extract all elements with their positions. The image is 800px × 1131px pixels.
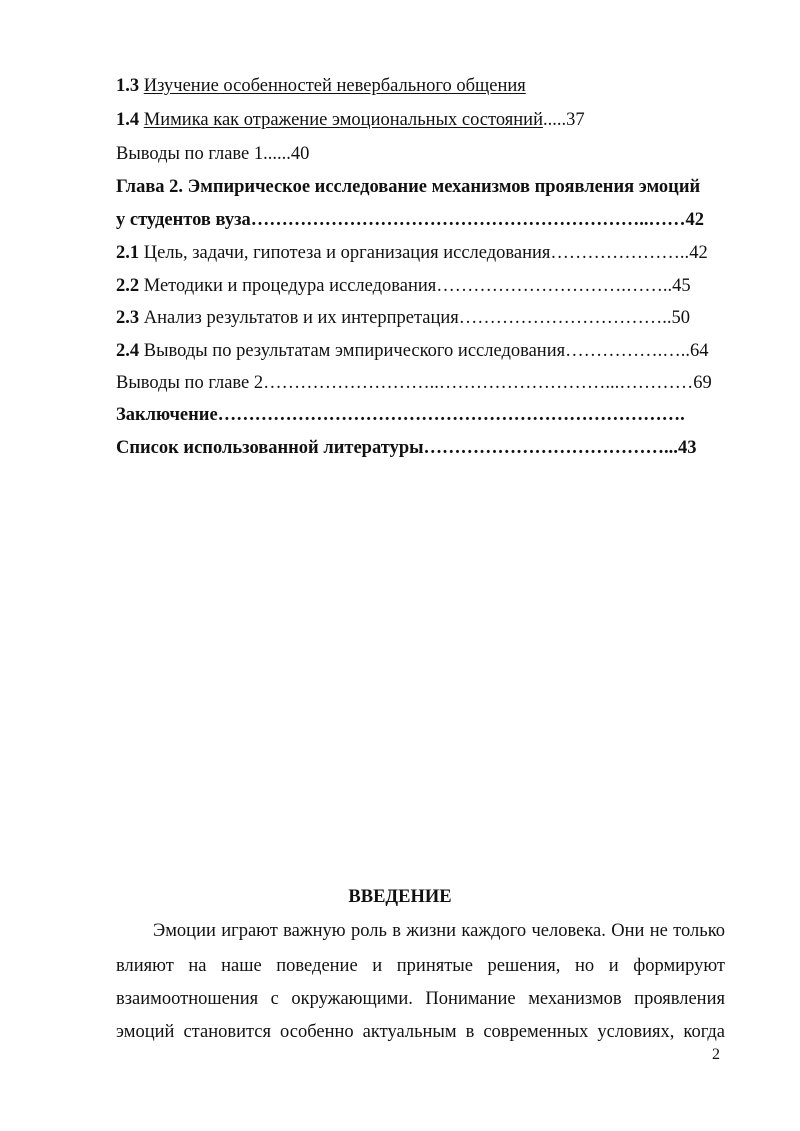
toc-item-title: Методики и процедура исследования………………………….…….. <box>143 276 673 296</box>
intro-paragraph-line: эмоций становится особенно актуальным в современных условиях, когда <box>116 1022 725 1042</box>
chapter-title: Глава 2. Эмпирическое исследование механизмов проявления эмоций <box>116 177 701 197</box>
toc-item-2-4 <box>116 340 709 362</box>
toc-page: 37 <box>566 110 585 130</box>
toc-item-title: Выводы по главе 2………………………..………………………...………… <box>116 373 694 393</box>
toc-item-title: Заключение…………………………………………………………………. <box>116 405 685 425</box>
toc-item-title: Цель, задачи, гипотеза и организация исследования………………….. <box>143 243 690 263</box>
toc-item-title[interactable]: Изучение особенностей невербального общения <box>143 76 526 96</box>
toc-item-number: 1.3 <box>116 76 140 96</box>
toc-page: 45 <box>672 276 691 296</box>
toc-chapter-2-line2 <box>116 209 704 231</box>
toc-item-2-2 <box>116 275 691 297</box>
toc-conclusions-ch2 <box>116 372 712 394</box>
toc-item-number: 2.2 <box>116 276 140 296</box>
toc-references <box>116 437 696 459</box>
toc-conclusions-ch1 <box>116 143 309 165</box>
toc-item-title: Выводы по главе 1......40 <box>116 144 310 164</box>
toc-item-1-3 <box>116 75 526 97</box>
toc-page: 64 <box>690 341 709 361</box>
toc-item-2-3 <box>116 307 690 329</box>
toc-item-number: 1.4 <box>116 110 140 130</box>
intro-paragraph-line: Эмоции играют важную роль в жизни каждого человека. Они не только <box>153 921 725 941</box>
toc-dots: ..... <box>542 110 567 130</box>
intro-paragraph-line: взаимоотношения с окружающими. Понимание механизмов проявления <box>116 989 725 1009</box>
toc-item-title[interactable]: Мимика как отражение эмоциональных состояний <box>143 110 543 130</box>
toc-item-title: Список использованной литературы…………………………………... <box>116 438 678 458</box>
toc-item-number: 2.3 <box>116 308 140 328</box>
toc-page: 50 <box>671 308 691 328</box>
toc-item-number: 2.1 <box>116 243 140 263</box>
toc-item-1-4 <box>116 109 585 131</box>
chapter-title-cont: у студентов вуза………………………………………………………..…… <box>116 210 686 230</box>
toc-page: 43 <box>677 438 697 458</box>
toc-chapter-2-line1 <box>116 176 700 198</box>
toc-page: 42 <box>685 210 705 230</box>
section-heading: ВВЕДЕНИЕ <box>348 887 452 907</box>
toc-page: 69 <box>693 373 712 393</box>
toc-item-title: Выводы по результатам эмпирического исследования…………….….. <box>143 341 690 361</box>
toc-conclusion <box>116 404 685 426</box>
intro-paragraph-line: влияют на наше поведение и принятые решения, но и формируют <box>116 956 725 976</box>
toc-item-title: Анализ результатов и их интерпретация…………………………….. <box>143 308 672 328</box>
page-number: 2 <box>712 1046 720 1063</box>
toc-item-2-1 <box>116 242 708 264</box>
toc-page: 42 <box>689 243 708 263</box>
toc-item-number: 2.4 <box>116 341 140 361</box>
